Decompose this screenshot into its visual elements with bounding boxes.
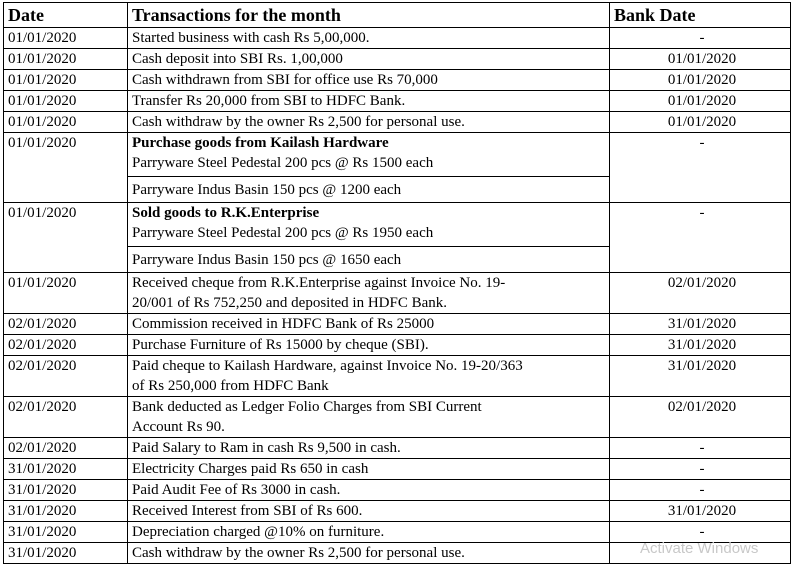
row-bank-date: - (610, 203, 791, 273)
row-description (128, 501, 610, 522)
row-description (128, 273, 610, 314)
table-row (4, 438, 791, 459)
table-row (4, 459, 791, 480)
row-date: 01/01/2020 (4, 49, 128, 70)
row-date: 01/01/2020 (4, 112, 128, 133)
row-line: Account Rs 90. (132, 419, 225, 435)
header-transactions: Transactions for the month (128, 3, 610, 28)
row-line: Received Interest from SBI of Rs 600. (132, 503, 363, 519)
row-line: Paid cheque to Kailash Hardware, against Invoice No. 19-20/363 (132, 358, 523, 374)
header-row (4, 3, 791, 28)
row-bank-date: 01/01/2020 (610, 49, 791, 70)
row-description (128, 397, 610, 438)
row-date: 31/01/2020 (4, 501, 128, 522)
row-heading: Sold goods to R.K.Enterprise (132, 205, 320, 221)
row-date: 01/01/2020 (4, 91, 128, 112)
row-bank-date: - (610, 133, 791, 203)
row-date: 02/01/2020 (4, 438, 128, 459)
table-row (4, 314, 791, 335)
row-description (128, 70, 610, 91)
row-bank-date: - (610, 459, 791, 480)
row-date: 01/01/2020 (4, 133, 128, 203)
header-bank-date: Bank Date (610, 3, 791, 28)
table-row (4, 273, 791, 314)
row-line: Transfer Rs 20,000 from SBI to HDFC Bank. (132, 93, 406, 109)
table-row (4, 397, 791, 438)
row-date: 01/01/2020 (4, 70, 128, 91)
row-line: 20/001 of Rs 752,250 and deposited in HDFC Bank. (132, 295, 447, 311)
row-description (128, 203, 610, 273)
row-bank-date: - (610, 522, 791, 543)
row-description (128, 28, 610, 49)
table-row (4, 91, 791, 112)
row-description (128, 112, 610, 133)
row-line: Purchase Furniture of Rs 15000 by cheque (SBI). (132, 337, 429, 353)
table-row (4, 501, 791, 522)
row-description (128, 91, 610, 112)
row-date: 31/01/2020 (4, 480, 128, 501)
row-description (128, 356, 610, 397)
table-row (4, 49, 791, 70)
row-date: 31/01/2020 (4, 522, 128, 543)
row-line: of Rs 250,000 from HDFC Bank (132, 378, 329, 394)
row-description (128, 480, 610, 501)
row-description (128, 49, 610, 70)
row-date: 01/01/2020 (4, 273, 128, 314)
header-date: Date (4, 3, 128, 28)
row-date: 31/01/2020 (4, 543, 128, 564)
row-line: Depreciation charged @10% on furniture. (132, 524, 385, 540)
row-description (128, 133, 610, 203)
row-line: Cash deposit into SBI Rs. 1,00,000 (132, 51, 343, 67)
row-line: Parryware Steel Pedestal 200 pcs @ Rs 1500 each (132, 155, 434, 171)
table-row (4, 70, 791, 91)
row-date: 02/01/2020 (4, 314, 128, 335)
row-line: Electricity Charges paid Rs 650 in cash (132, 461, 369, 477)
transactions-table (3, 2, 791, 564)
table-row (4, 356, 791, 397)
row-bank-date: 31/01/2020 (610, 501, 791, 522)
row-bank-date: 31/01/2020 (610, 314, 791, 335)
row-date: 02/01/2020 (4, 397, 128, 438)
row-bank-date: 31/01/2020 (610, 335, 791, 356)
row-date: 01/01/2020 (4, 28, 128, 49)
row-description (128, 335, 610, 356)
table-row (4, 480, 791, 501)
row-bank-date: 01/01/2020 (610, 70, 791, 91)
row-heading: Purchase goods from Kailash Hardware (132, 135, 389, 151)
row-bank-date: 31/01/2020 (610, 356, 791, 397)
table-row (4, 112, 791, 133)
table-row (4, 335, 791, 356)
row-line: Cash withdraw by the owner Rs 2,500 for personal use. (132, 114, 465, 130)
row-bank-date: 01/01/2020 (610, 91, 791, 112)
row-date: 02/01/2020 (4, 356, 128, 397)
row-line: Started business with cash Rs 5,00,000. (132, 30, 370, 46)
row-line: Received cheque from R.K.Enterprise against Invoice No. 19- (132, 275, 506, 291)
row-line: Parryware Steel Pedestal 200 pcs @ Rs 1950 each (132, 225, 434, 241)
table-row (4, 133, 791, 203)
row-bank-date: 02/01/2020 (610, 273, 791, 314)
row-bank-date: - (610, 480, 791, 501)
row-date: 01/01/2020 (4, 203, 128, 273)
row-bank-date: - (610, 28, 791, 49)
row-bank-date: 01/01/2020 (610, 112, 791, 133)
row-line: Paid Salary to Ram in cash Rs 9,500 in cash. (132, 440, 401, 456)
table-row (4, 203, 791, 273)
row-date: 02/01/2020 (4, 335, 128, 356)
row-line: Paid Audit Fee of Rs 3000 in cash. (132, 482, 341, 498)
row-date: 31/01/2020 (4, 459, 128, 480)
row-description (128, 459, 610, 480)
table-row (4, 28, 791, 49)
row-bank-date: - (610, 438, 791, 459)
row-description (128, 438, 610, 459)
row-bank-date: 02/01/2020 (610, 397, 791, 438)
transactions-body (4, 28, 791, 564)
row-line: Cash withdraw by the owner Rs 2,500 for personal use. (132, 545, 465, 561)
row-description (128, 314, 610, 335)
row-description (128, 543, 610, 564)
row-description (128, 522, 610, 543)
row-line: Parryware Indus Basin 150 pcs @ 1200 each (128, 176, 610, 202)
row-line: Bank deducted as Ledger Folio Charges from SBI Current (132, 399, 482, 415)
row-line: Parryware Indus Basin 150 pcs @ 1650 each (128, 246, 610, 272)
row-line: Commission received in HDFC Bank of Rs 25000 (132, 316, 435, 332)
activate-windows-watermark: Activate Windows (640, 540, 759, 557)
row-line: Cash withdrawn from SBI for office use Rs 70,000 (132, 72, 438, 88)
